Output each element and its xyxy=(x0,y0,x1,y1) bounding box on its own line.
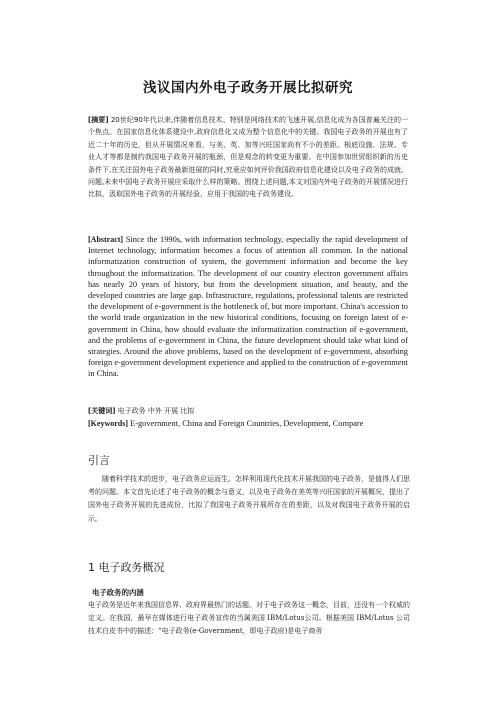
keywords-en-tag: [Keywords] xyxy=(88,419,128,428)
abstract-en-tag: [Abstract] xyxy=(88,235,124,244)
abstract-tag: [摘要] xyxy=(88,116,109,124)
intro-heading: 引言 xyxy=(88,454,110,467)
section1-paragraph: 电子政务是近年来我国信息界、政府界最热门的话题。对于电子政务这一概念，目前，还没有一个权威的定义。在我国，最早在媒体进行电子政务宣传的当属美国 IBM/Lotus公司。根据美国 IBM/Lotus 公司技术白皮书中的描述：“电子政务(e-Government，即电子政府)是电子商务 xyxy=(88,601,410,636)
keywords-text: 电子政务 中外 开展 比拟 xyxy=(115,407,195,415)
abstract-english xyxy=(88,234,408,380)
intro-paragraph: 随着科学技术的进步，电子政务应运而生。怎样利用现代化技术开展我国的电子政务，是值得人们思考的问题。本文首先论述了电子政务的概念与意义，以及电子政务在美英等兴旺国家的开展概况，提出了国外电子政务开展的先进成份，比拟了我国电子政务开展所存在的差距，以及对我国电子政务开展的启示。 xyxy=(88,475,410,523)
keywords-tag: [关键词] xyxy=(88,407,116,415)
paper-title: 浅议国内外电子政务开展比拟研究 xyxy=(143,80,353,96)
abstract-en-text: Since the 1990s, with information technology, especially the rapid development of Internet technology, information becomes a focus of attention all common. In the national informatization construction of system, the government information and become the key throughout the informatization. The development of our country electron government affairs has nearly 20 years of history, but from the development situation, and beauty, and the developed countries are large gap. Infrastructure, regulations, professional talents are restricted the development of e-government is the bottleneck of, but more important. China's accession to the world trade organization in the new historical conditions, focusing on foreign latest of e-government in China, how should evaluate the informatization construction of e-government, and the problems of e-government in China, the future development should take what kind of strategies. Around the above problems, based on the development of e-government, absorbing foreign e-government development experience and applied to the construction of e-government in China. xyxy=(88,235,408,379)
keywords-chinese xyxy=(88,406,408,416)
abstract-text: 20世纪90年代以来,伴随着信息技术、特别是网络技术的飞速开展,信息化成为各国普遍关注的一个焦点。在国家信息化体系建设中,政府信息化又成为整个信息化中的关键。我国电子政务的开展也有了近二十年的历史，但从开展情况来看，与美、英、加等兴旺国家尚有不小的差距。根底设施、法规、专业人才等都是制约我国电子政务开展的瓶颈，但是观念的转变更为重要。在中国参加世贸组织新的历史条件下,在关注国外电子政务最新进展的同时,究竟应如何评价我国政府信息化建设以及电子政务的成就、问题,未来中国电子政务开展应采取什么样的策略。围绕上述问题,本文对国内外电子政务的开展情况进行比拟，汲取国外电子政务的开展经验，应用于我国的电子政务建设。 xyxy=(88,116,408,199)
keywords-en-text: E-government, China and Foreign Countries, Development, Compare xyxy=(128,419,364,428)
section1-subheading: 电子政务的内涵 xyxy=(92,588,144,597)
section1-heading: 1 电子政务概况 xyxy=(88,561,165,574)
keywords-english xyxy=(88,419,408,428)
abstract-chinese xyxy=(88,114,408,201)
